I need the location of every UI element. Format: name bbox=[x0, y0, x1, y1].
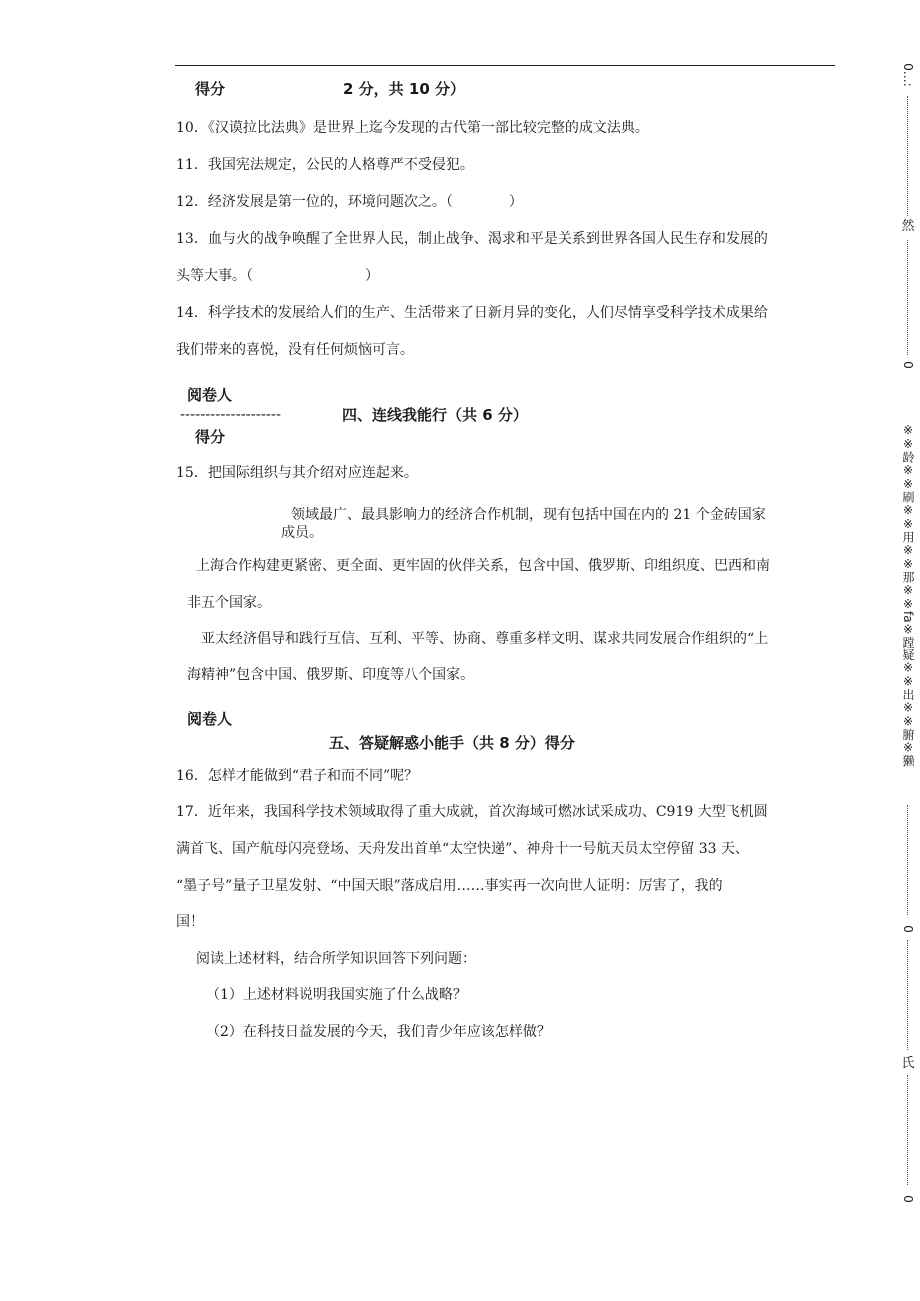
question-number: 14 bbox=[176, 305, 194, 321]
match-item-2: 上海合作构建更紧密、更全面、更牢固的伙伴关系，包含中国、俄罗斯、印组织度、巴西和南 bbox=[196, 558, 770, 574]
question-15 bbox=[176, 464, 418, 482]
question-16 bbox=[176, 767, 418, 785]
margin-dotted-line bbox=[907, 940, 908, 1050]
question-13 bbox=[176, 230, 768, 248]
question-number: 13 bbox=[176, 231, 194, 247]
question-text: ．怎样才能做到“君子和而不同”呢？ bbox=[193, 768, 419, 784]
margin-zero: 0 bbox=[901, 925, 915, 933]
question-text: ．血与火的战争唤醒了全世界人民，制止战争、渴求和平是关系到世界各国人民生存和发展的 bbox=[193, 231, 768, 247]
question-text: ．《汉谟拉比法典》是世界上迄今发现的古代第一部比较完整的成文法典。 bbox=[193, 120, 649, 136]
binding-margin bbox=[896, 60, 920, 1220]
question-text: ．经济发展是第一位的，环境问题次之。（ ） bbox=[193, 194, 523, 210]
question-number: 12 bbox=[176, 194, 194, 210]
question-text: ．近年来，我国科学技术领域取得了重大成就，首次海域可燃冰试采成功、C919 大型飞机圆 bbox=[193, 804, 768, 820]
question-17-line-4: 国！ bbox=[176, 914, 204, 930]
dash-line: -------------------- bbox=[180, 407, 282, 423]
margin-vertical-text: ※※龄※※刷※※用※※那※※fa※蹚疑※※出※※腑※獭 bbox=[901, 423, 915, 767]
question-text: ．把国际组织与其介绍对应连起来。 bbox=[193, 465, 418, 481]
question-number: 11 bbox=[176, 157, 194, 173]
question-14-continued: 我们带来的喜悦，没有任何烦恼可言。 bbox=[176, 342, 414, 358]
question-17 bbox=[176, 803, 768, 821]
margin-dotted-line bbox=[907, 1075, 908, 1185]
margin-zero: 0 bbox=[901, 361, 915, 369]
score-label: 得分 bbox=[195, 428, 226, 446]
question-12 bbox=[176, 193, 523, 211]
question-11 bbox=[176, 156, 474, 174]
margin-char-ran: 然 bbox=[901, 219, 915, 234]
instruction: 阅读上述材料，结合所学知识回答下列问题： bbox=[196, 951, 476, 967]
margin-top-mark: 0…: bbox=[901, 63, 915, 87]
question-14 bbox=[176, 304, 768, 322]
section-title: 五、答疑解惑小能手（共 8 分）得分 bbox=[329, 734, 575, 752]
margin-dotted-line bbox=[907, 805, 908, 915]
reviewer-label: 阅卷人 bbox=[187, 386, 233, 404]
match-item-1: 领域最广、最具影响力的经济合作机制，现有包括中国在内的 21 个金砖国家 bbox=[291, 507, 766, 523]
score-label: 得分 bbox=[195, 80, 226, 98]
margin-dotted-line bbox=[907, 240, 908, 355]
question-number: 10 bbox=[176, 120, 194, 136]
header-rule bbox=[175, 65, 835, 66]
question-text: ．科学技术的发展给人们的生产、生活带来了日新月异的变化，人们尽情享受科学技术成果给 bbox=[193, 305, 768, 321]
question-17-line-3: “墨子号”量子卫星发射、“中国天眼”落成启用……事实再一次向世人证明：厉害了，我的 bbox=[176, 878, 723, 894]
match-item-1-continued: 成员。 bbox=[281, 525, 323, 541]
sub-question-2: （2）在科技日益发展的今天，我们青少年应该怎样做？ bbox=[206, 1024, 551, 1040]
question-number: 15 bbox=[176, 465, 194, 481]
reviewer-label: 阅卷人 bbox=[187, 710, 233, 728]
question-17-line-2: 满首飞、国产航母闪亮登场、天舟发出首单“太空快递”、神舟十一号航天员太空停留 33 天、 bbox=[176, 841, 750, 857]
sub-question-1: （1）上述材料说明我国实施了什么战略？ bbox=[206, 987, 467, 1003]
margin-char-shi: 氏 bbox=[901, 1056, 915, 1071]
section-points: 2 分，共 10 分） bbox=[343, 80, 465, 98]
section-title: 四、连线我能行（共 6 分） bbox=[342, 406, 528, 424]
match-item-2-continued: 非五个国家。 bbox=[187, 595, 271, 611]
question-number: 16 bbox=[176, 768, 194, 784]
question-13-continued: 头等大事。（ ） bbox=[176, 268, 379, 284]
match-item-3-continued: 海精神”包含中国、俄罗斯、印度等八个国家。 bbox=[187, 667, 475, 683]
question-text: ．我国宪法规定，公民的人格尊严不受侵犯。 bbox=[193, 157, 474, 173]
margin-dotted-line bbox=[907, 96, 908, 216]
margin-zero: 0 bbox=[901, 1195, 915, 1203]
match-item-3: 亚太经济倡导和践行互信、互利、平等、协商、尊重多样文明、谋求共同发展合作组织的“上 bbox=[201, 631, 769, 647]
question-number: 17 bbox=[176, 804, 194, 820]
question-10 bbox=[176, 119, 649, 137]
